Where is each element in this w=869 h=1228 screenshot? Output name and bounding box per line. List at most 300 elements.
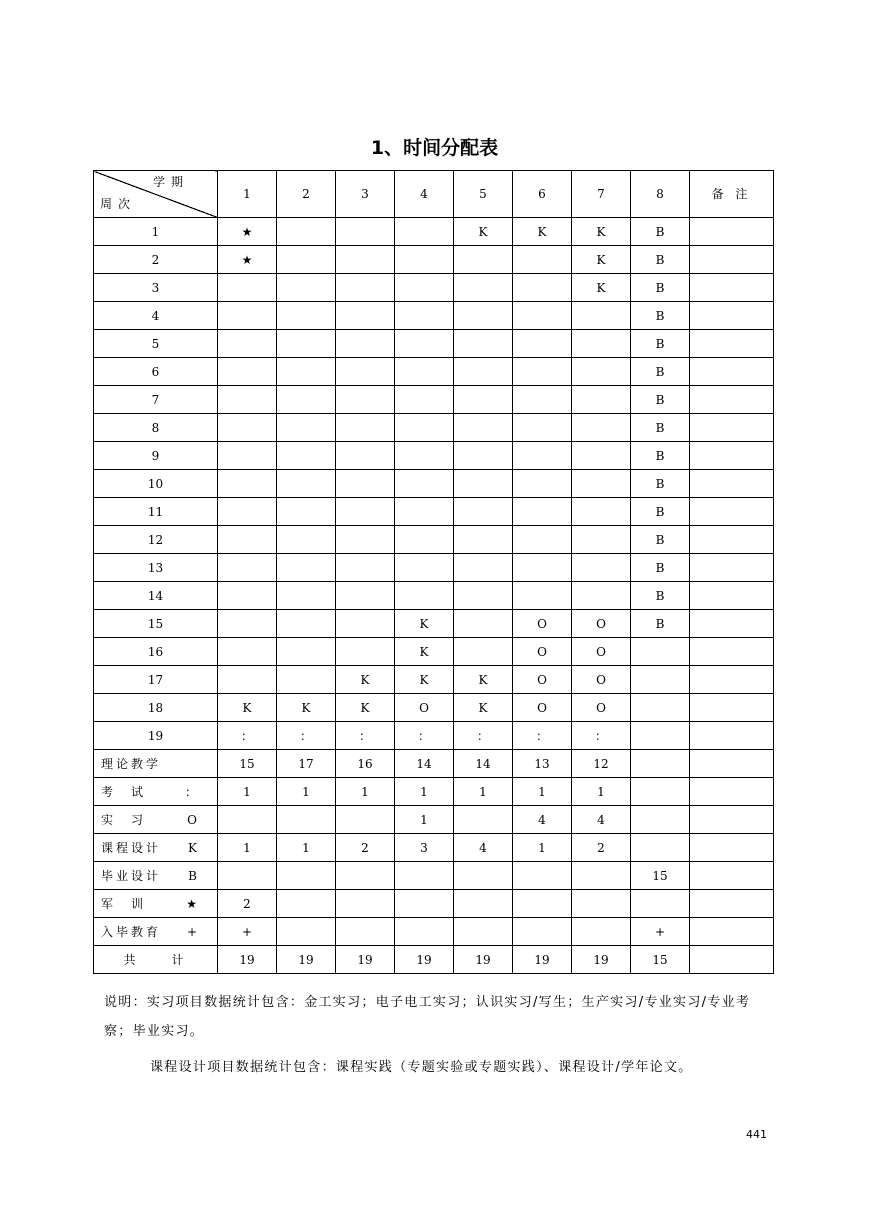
schedule-cell: K [277, 694, 336, 722]
week-number: 1 [94, 218, 218, 246]
schedule-cell: 13 [513, 750, 572, 778]
week-number: 14 [94, 582, 218, 610]
schedule-cell [336, 610, 395, 638]
diagonal-header-cell [94, 171, 218, 218]
schedule-cell [395, 274, 454, 302]
semester-header: 2 [277, 171, 336, 218]
schedule-cell [336, 470, 395, 498]
summary-label [94, 806, 218, 834]
schedule-cell: O [572, 694, 631, 722]
schedule-cell [454, 890, 513, 918]
schedule-cell [513, 890, 572, 918]
summary-row [94, 862, 774, 890]
week-number: 3 [94, 274, 218, 302]
schedule-cell: 1 [572, 778, 631, 806]
schedule-cell: 1 [513, 778, 572, 806]
schedule-cell: O [513, 638, 572, 666]
schedule-cell [336, 246, 395, 274]
remark-cell [690, 526, 774, 554]
remark-cell [690, 638, 774, 666]
schedule-cell [395, 246, 454, 274]
schedule-cell: 19 [454, 946, 513, 974]
schedule-cell [277, 442, 336, 470]
schedule-cell [513, 526, 572, 554]
schedule-cell: ★ [218, 218, 277, 246]
week-number: 6 [94, 358, 218, 386]
schedule-cell: ： [336, 722, 395, 750]
schedule-cell [454, 526, 513, 554]
course-design-note: 课程设计项目数据统计包含：课程实践（专题实验或专题实践）、课程设计/学年论文。 [150, 1060, 693, 1075]
schedule-cell [277, 386, 336, 414]
schedule-cell: 14 [395, 750, 454, 778]
schedule-cell [277, 554, 336, 582]
summary-row [94, 778, 774, 806]
summary-row [94, 750, 774, 778]
summary-symbol: + [186, 924, 197, 939]
schedule-cell [395, 386, 454, 414]
schedule-cell [513, 918, 572, 946]
schedule-cell [336, 918, 395, 946]
schedule-cell [454, 862, 513, 890]
schedule-cell [336, 862, 395, 890]
schedule-cell: 2 [218, 890, 277, 918]
schedule-cell [218, 554, 277, 582]
schedule-cell [395, 330, 454, 358]
schedule-cell: 17 [277, 750, 336, 778]
schedule-cell: O [513, 694, 572, 722]
summary-label [94, 750, 218, 778]
schedule-cell [277, 302, 336, 330]
schedule-cell: B [631, 274, 690, 302]
summary-label [94, 862, 218, 890]
week-number: 7 [94, 386, 218, 414]
schedule-cell: B [631, 246, 690, 274]
summary-row [94, 890, 774, 918]
week-number: 19 [94, 722, 218, 750]
schedule-cell: ： [218, 722, 277, 750]
schedule-cell [395, 526, 454, 554]
schedule-cell: O [572, 610, 631, 638]
remark-cell [690, 442, 774, 470]
week-row [94, 330, 774, 358]
schedule-cell: B [631, 582, 690, 610]
schedule-cell: 4 [454, 834, 513, 862]
schedule-cell: K [395, 610, 454, 638]
week-number: 9 [94, 442, 218, 470]
schedule-cell [218, 498, 277, 526]
schedule-cell [395, 890, 454, 918]
remark-cell [690, 330, 774, 358]
schedule-cell [631, 806, 690, 834]
page-title: 1、时间分配表 [370, 137, 499, 159]
summary-label-text: 理论教学 [101, 756, 162, 771]
schedule-cell: K [395, 666, 454, 694]
schedule-cell [218, 582, 277, 610]
summary-label [94, 834, 218, 862]
schedule-cell [218, 610, 277, 638]
schedule-cell: ： [395, 722, 454, 750]
schedule-cell: B [631, 526, 690, 554]
remark-cell [690, 274, 774, 302]
week-axis-label: 周次 [100, 197, 137, 211]
schedule-cell [336, 638, 395, 666]
schedule-cell [513, 470, 572, 498]
schedule-cell: 19 [572, 946, 631, 974]
summary-label-text: 课程设计 [101, 840, 162, 855]
schedule-cell [513, 554, 572, 582]
schedule-cell [395, 218, 454, 246]
schedule-cell [454, 386, 513, 414]
schedule-cell [395, 470, 454, 498]
schedule-cell [513, 862, 572, 890]
week-number: 13 [94, 554, 218, 582]
remark-cell [690, 582, 774, 610]
week-row [94, 442, 774, 470]
schedule-cell [395, 918, 454, 946]
week-row [94, 610, 774, 638]
schedule-cell: B [631, 218, 690, 246]
schedule-cell: B [631, 386, 690, 414]
schedule-cell: B [631, 498, 690, 526]
remark-cell [690, 834, 774, 862]
week-number: 16 [94, 638, 218, 666]
schedule-cell [336, 274, 395, 302]
schedule-cell [572, 582, 631, 610]
schedule-cell [572, 470, 631, 498]
summary-label [94, 918, 218, 946]
week-number: 17 [94, 666, 218, 694]
schedule-cell: 15 [218, 750, 277, 778]
semester-header: 5 [454, 171, 513, 218]
remark-cell [690, 470, 774, 498]
schedule-cell: K [513, 218, 572, 246]
schedule-cell [395, 582, 454, 610]
schedule-cell: B [631, 470, 690, 498]
schedule-cell: 1 [454, 778, 513, 806]
schedule-cell [218, 806, 277, 834]
schedule-cell: K [454, 218, 513, 246]
schedule-cell [572, 526, 631, 554]
summary-row [94, 834, 774, 862]
schedule-cell: O [513, 666, 572, 694]
schedule-cell [395, 554, 454, 582]
schedule-cell [336, 890, 395, 918]
schedule-cell [336, 582, 395, 610]
schedule-cell [218, 862, 277, 890]
week-number: 12 [94, 526, 218, 554]
week-number: 11 [94, 498, 218, 526]
schedule-cell [631, 638, 690, 666]
schedule-cell [277, 358, 336, 386]
schedule-cell: ： [572, 722, 631, 750]
week-row [94, 386, 774, 414]
semester-header: 6 [513, 171, 572, 218]
semester-header: 8 [631, 171, 690, 218]
total-row [94, 946, 774, 974]
week-row [94, 498, 774, 526]
schedule-cell [454, 330, 513, 358]
schedule-cell [277, 498, 336, 526]
schedule-cell [336, 302, 395, 330]
schedule-cell: O [513, 610, 572, 638]
week-row [94, 554, 774, 582]
total-label: 共 计 [94, 946, 218, 974]
remark-cell [690, 694, 774, 722]
schedule-cell [572, 498, 631, 526]
schedule-cell [218, 358, 277, 386]
schedule-cell: K [336, 694, 395, 722]
week-number: 4 [94, 302, 218, 330]
week-number: 8 [94, 414, 218, 442]
schedule-cell [277, 610, 336, 638]
schedule-cell [631, 666, 690, 694]
summary-label-text: 军 训 [101, 896, 147, 911]
schedule-cell [395, 498, 454, 526]
remark-cell [690, 946, 774, 974]
schedule-cell [218, 638, 277, 666]
schedule-cell: O [572, 666, 631, 694]
schedule-cell [513, 582, 572, 610]
schedule-cell: 19 [513, 946, 572, 974]
week-number: 18 [94, 694, 218, 722]
remark-cell [690, 722, 774, 750]
schedule-cell [454, 918, 513, 946]
schedule-cell: B [631, 554, 690, 582]
remark-cell [690, 358, 774, 386]
schedule-cell [277, 246, 336, 274]
summary-symbol: ： [184, 784, 197, 799]
summary-label [94, 778, 218, 806]
remark-cell [690, 862, 774, 890]
schedule-cell: 4 [572, 806, 631, 834]
schedule-cell: B [631, 610, 690, 638]
schedule-cell [277, 526, 336, 554]
week-number: 15 [94, 610, 218, 638]
remark-cell [690, 498, 774, 526]
week-row [94, 302, 774, 330]
schedule-cell [513, 414, 572, 442]
schedule-cell: 19 [395, 946, 454, 974]
schedule-cell [454, 610, 513, 638]
explanation-note: 说明：实习项目数据统计包含：金工实习；电子电工实习；认识实习/写生；生产实习/专业实习/专业考察；毕业实习。 [104, 995, 751, 1039]
schedule-cell: B [631, 330, 690, 358]
schedule-cell [454, 358, 513, 386]
schedule-cell [572, 330, 631, 358]
schedule-cell: 12 [572, 750, 631, 778]
schedule-cell: K [218, 694, 277, 722]
week-number: 10 [94, 470, 218, 498]
semester-header: 1 [218, 171, 277, 218]
summary-label-text: 入毕教育 [101, 924, 162, 939]
summary-row [94, 806, 774, 834]
schedule-cell [395, 414, 454, 442]
schedule-cell [631, 778, 690, 806]
schedule-cell [277, 414, 336, 442]
week-row [94, 414, 774, 442]
summary-label-text: 实 习 [101, 812, 147, 827]
schedule-cell [395, 862, 454, 890]
schedule-cell: 1 [277, 834, 336, 862]
schedule-cell [513, 330, 572, 358]
week-row [94, 358, 774, 386]
schedule-cell: ★ [218, 246, 277, 274]
schedule-cell: 19 [218, 946, 277, 974]
schedule-cell: + [218, 918, 277, 946]
schedule-cell: ： [454, 722, 513, 750]
schedule-cell [454, 582, 513, 610]
schedule-cell [336, 442, 395, 470]
summary-symbol: O [187, 812, 197, 827]
remark-cell [690, 610, 774, 638]
remark-cell [690, 302, 774, 330]
schedule-cell: 15 [631, 862, 690, 890]
remark-cell [690, 554, 774, 582]
summary-label-text: 毕业设计 [101, 868, 162, 883]
schedule-cell: 1 [218, 834, 277, 862]
remark-header: 备 注 [690, 171, 774, 218]
header-row [94, 171, 774, 218]
schedule-cell [513, 246, 572, 274]
schedule-cell [336, 554, 395, 582]
schedule-cell [513, 274, 572, 302]
schedule-cell [336, 218, 395, 246]
schedule-cell [336, 498, 395, 526]
schedule-cell [454, 470, 513, 498]
schedule-cell [513, 302, 572, 330]
schedule-cell: K [572, 218, 631, 246]
schedule-cell [277, 638, 336, 666]
schedule-cell [336, 526, 395, 554]
summary-symbol: K [188, 840, 197, 855]
remark-cell [690, 806, 774, 834]
schedule-cell [454, 554, 513, 582]
schedule-cell: 2 [572, 834, 631, 862]
remark-cell [690, 666, 774, 694]
schedule-cell: K [572, 274, 631, 302]
schedule-cell [572, 862, 631, 890]
schedule-cell [277, 666, 336, 694]
schedule-cell [218, 442, 277, 470]
schedule-cell: 19 [277, 946, 336, 974]
schedule-cell [395, 302, 454, 330]
schedule-cell [277, 890, 336, 918]
remark-cell [690, 218, 774, 246]
schedule-cell [218, 274, 277, 302]
schedule-cell: 1 [336, 778, 395, 806]
schedule-cell: + [631, 918, 690, 946]
schedule-cell [572, 918, 631, 946]
schedule-cell [277, 470, 336, 498]
page-number: 441 [746, 1128, 767, 1141]
week-row [94, 246, 774, 274]
summary-symbol: B [188, 868, 197, 883]
week-number: 2 [94, 246, 218, 274]
week-row [94, 218, 774, 246]
semester-header: 4 [395, 171, 454, 218]
summary-symbol: ★ [186, 896, 197, 911]
schedule-cell [277, 330, 336, 358]
schedule-cell [218, 302, 277, 330]
schedule-cell [218, 666, 277, 694]
schedule-cell: O [572, 638, 631, 666]
schedule-cell [218, 386, 277, 414]
schedule-cell [336, 358, 395, 386]
remark-cell [690, 750, 774, 778]
remark-cell [690, 778, 774, 806]
schedule-cell [277, 862, 336, 890]
schedule-cell: ： [277, 722, 336, 750]
schedule-cell: B [631, 358, 690, 386]
week-row [94, 694, 774, 722]
week-row [94, 470, 774, 498]
schedule-cell [572, 890, 631, 918]
semester-header: 3 [336, 171, 395, 218]
schedule-cell [218, 414, 277, 442]
week-row [94, 274, 774, 302]
schedule-cell: B [631, 442, 690, 470]
schedule-cell [336, 806, 395, 834]
remark-cell [690, 246, 774, 274]
schedule-cell [218, 526, 277, 554]
schedule-cell: 1 [513, 834, 572, 862]
summary-label [94, 890, 218, 918]
week-row [94, 722, 774, 750]
schedule-cell [454, 806, 513, 834]
schedule-cell [218, 330, 277, 358]
summary-label-text: 考 试 [101, 784, 147, 799]
schedule-cell [454, 414, 513, 442]
schedule-cell [454, 302, 513, 330]
schedule-cell [513, 442, 572, 470]
schedule-cell [277, 918, 336, 946]
schedule-cell: 19 [336, 946, 395, 974]
schedule-cell: K [395, 638, 454, 666]
schedule-cell: K [572, 246, 631, 274]
week-number: 5 [94, 330, 218, 358]
schedule-cell: 2 [336, 834, 395, 862]
schedule-cell [631, 694, 690, 722]
schedule-cell: 15 [631, 946, 690, 974]
schedule-cell: B [631, 302, 690, 330]
week-row [94, 582, 774, 610]
schedule-cell [631, 750, 690, 778]
schedule-cell [277, 274, 336, 302]
schedule-cell: K [336, 666, 395, 694]
schedule-cell [572, 554, 631, 582]
remark-cell [690, 890, 774, 918]
schedule-cell: 1 [395, 778, 454, 806]
schedule-cell [395, 442, 454, 470]
schedule-cell [395, 358, 454, 386]
schedule-cell: O [395, 694, 454, 722]
schedule-cell: 16 [336, 750, 395, 778]
schedule-cell [218, 470, 277, 498]
schedule-cell [513, 358, 572, 386]
schedule-cell: ： [513, 722, 572, 750]
schedule-cell: 3 [395, 834, 454, 862]
schedule-cell [454, 498, 513, 526]
time-allocation-table [93, 170, 774, 974]
schedule-cell: 1 [395, 806, 454, 834]
week-row [94, 526, 774, 554]
schedule-cell [454, 638, 513, 666]
schedule-cell [454, 246, 513, 274]
schedule-cell [631, 722, 690, 750]
schedule-cell [513, 386, 572, 414]
semester-header: 7 [572, 171, 631, 218]
schedule-cell [572, 442, 631, 470]
week-row [94, 638, 774, 666]
